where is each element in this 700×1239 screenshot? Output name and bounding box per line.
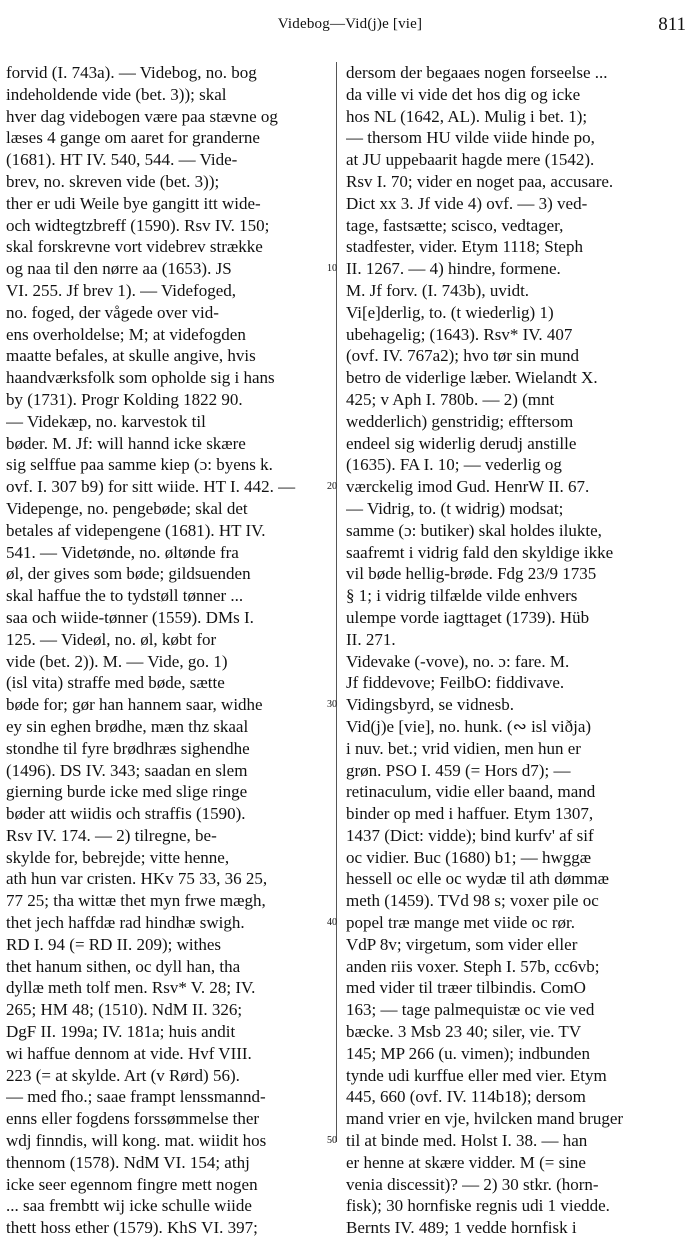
- text-line: Jf fiddevove; FeilbO: fiddivave.: [346, 673, 565, 693]
- text-line: ath hun var cristen. HKv 75 33, 36 25,: [6, 869, 268, 889]
- text-line: thett hoss ether (1579). KhS VI. 397;: [6, 1218, 258, 1238]
- text-line: VI. 255. Jf brev 1). — Videfoged,: [6, 280, 237, 300]
- text-line: forvid (I. 743a). — Videbog, no. bog: [6, 63, 257, 82]
- text-line: ... saa frembtt wij icke schulle wiide: [6, 1196, 252, 1216]
- text-line: och widtegtzbreff (1590). Rsv IV. 150;: [6, 215, 270, 235]
- text-line: grøn. PSO I. 459 (= Hors d7); —: [346, 760, 571, 780]
- line-number: 20: [327, 481, 337, 493]
- text-line: (ovf. IV. 767a2); hvo tør sin mund: [346, 346, 579, 366]
- text-line: (1635). FA I. 10; — vederlig og: [346, 455, 562, 475]
- running-head: Videbog—Vid(j)e [vie]: [277, 16, 423, 32]
- text-line: bøde for; gør han hannem saar, widhe: [6, 695, 263, 715]
- text-line: Dict xx 3. Jf vide 4) ovf. — 3) ved-: [346, 193, 588, 213]
- text-line: II. 1267. — 4) hindre, formene.: [346, 259, 561, 279]
- text-line: Bernts IV. 489; 1 vedde hornfisk i: [346, 1218, 577, 1238]
- text-line: II. 271.: [346, 629, 396, 649]
- text-line: (1681). HT IV. 540, 544. — Vide-: [6, 150, 238, 170]
- column-divider: [336, 62, 337, 1142]
- text-line: at JU uppebaarit hagde mere (1542).: [346, 150, 595, 170]
- text-line: wdj finndis, will kong. mat. wiidit hos: [6, 1131, 267, 1151]
- text-line: gierning burde icke med slige ringe: [6, 782, 248, 802]
- text-line: haandværksfolk som opholde sig i hans: [6, 368, 275, 388]
- text-line: Videpenge, no. pengebøde; skal det: [6, 498, 248, 518]
- text-line: og naa til den nørre aa (1653). JS: [6, 259, 232, 279]
- text-line: § 1; i vidrig tilfælde vilde enhvers: [346, 586, 578, 606]
- text-line: saa och wiide-tønner (1559). DMs I.: [6, 607, 254, 627]
- text-line: 1437 (Dict: vidde); bind kurfv' af sif: [346, 825, 594, 845]
- text-line: skylde for, bebrejde; vitte henne,: [6, 847, 230, 867]
- text-line: Vi[e]derlig, to. (t wiederlig) 1): [346, 302, 554, 322]
- text-line: retinaculum, vidie eller baand, mand: [346, 782, 596, 802]
- text-line: maatte befales, at skulle angive, hvis: [6, 346, 256, 366]
- text-line: betales af videpengene (1681). HT IV.: [6, 520, 266, 540]
- text-line: endeel sig widerlig derudj anstille: [346, 433, 577, 453]
- text-line: betro de viderlige læber. Wielandt X.: [346, 368, 598, 388]
- text-line: popel træ mange met viide oc rør.: [346, 913, 575, 933]
- text-line: ey sin eghen brødhe, mæn thz skaal: [6, 716, 249, 736]
- text-line: tynde udi kurffue eller med vier. Etym: [346, 1065, 607, 1085]
- text-line: — Vidrig, to. (t widrig) modsat;: [346, 498, 564, 518]
- text-line: Rsv IV. 174. — 2) tilregne, be-: [6, 825, 217, 845]
- text-line: stadfester, vider. Etym 1118; Steph: [346, 237, 583, 257]
- text-line: brev, no. skreven vide (bet. 3));: [6, 171, 220, 191]
- text-line: tage, fastsætte; scisco, vedtager,: [346, 215, 564, 235]
- text-line: vide (bet. 2)). M. — Vide, go. 1): [6, 651, 228, 671]
- text-line: skal haffue the to tydstøll tønner ...: [6, 586, 244, 606]
- text-line: Vidingsbyrd, se vidnesb.: [346, 695, 515, 715]
- text-line: Videvake (-vove), no. ɔ: fare. M.: [346, 651, 570, 671]
- text-line: dersom der begaaes nogen forseelse ...: [346, 63, 608, 82]
- text-line: saafremt i vidrig fald den skyldige ikke: [346, 542, 614, 562]
- line-number: 30: [327, 699, 337, 711]
- text-line: meth (1459). TVd 98 s; voxer pile oc: [346, 891, 599, 911]
- text-line: oc vidier. Buc (1680) b1; — hwggæ: [346, 847, 592, 867]
- text-line: anden riis voxer. Steph I. 57b, cc6vb;: [346, 956, 600, 976]
- text-line: ulempe vorde iagttaget (1739). Hüb: [346, 607, 590, 627]
- text-line: M. Jf forv. (I. 743b), uvidt.: [346, 280, 530, 300]
- text-line: RD I. 94 (= RD II. 209); withes: [6, 934, 221, 954]
- text-line: binder op med i haffuer. Etym 1307,: [346, 804, 594, 824]
- text-line: 163; — tage palmequistæ oc vie ved: [346, 1000, 595, 1020]
- text-line: venia discessit)? — 2) 30 stkr. (horn-: [346, 1174, 599, 1194]
- text-line: thet hanum sithen, oc dyll han, tha: [6, 956, 241, 976]
- text-line: 223 (= at skylde. Art (v Rørd) 56).: [6, 1065, 240, 1085]
- text-line: 145; MP 266 (u. vimen); indbunden: [346, 1043, 590, 1063]
- text-line: ther er udi Weile bye gangitt itt wide-: [6, 193, 261, 213]
- line-number: 10: [327, 263, 337, 275]
- line-number: 50: [327, 1135, 337, 1147]
- text-line: 77 25; tha wittæ thet myn frwe mægh,: [6, 891, 266, 911]
- page-number: 811: [658, 14, 686, 35]
- text-line: Vid(j)e [vie], no. hunk. (∾ isl viðja): [346, 716, 592, 736]
- text-line: værckelig imod Gud. HenrW II. 67.: [346, 477, 590, 497]
- text-line: — Videkæp, no. karvestok til: [6, 411, 206, 431]
- text-line: til at binde med. Holst I. 38. — han: [346, 1131, 588, 1151]
- text-line: mand vrier en vje, hvilcken mand bruger: [346, 1109, 624, 1129]
- text-line: stondhe til fyre brødhræs sighendhe: [6, 738, 250, 758]
- text-line: da ville vi vide det hos dig og icke: [346, 84, 581, 104]
- text-line: VdP 8v; virgetum, som vider eller: [346, 934, 578, 954]
- text-line: 541. — Videtønde, no. øltønde fra: [6, 542, 239, 562]
- text-line: læses 4 gange om aaret for granderne: [6, 128, 260, 148]
- text-line: bøder att wiidis och straffis (1590).: [6, 804, 246, 824]
- text-line: 265; HM 48; (1510). NdM II. 326;: [6, 1000, 243, 1020]
- text-line: fisk); 30 hornfiske regnis udi 1 viedde.: [346, 1196, 610, 1216]
- text-line: thet jech haffdæ rad hindhæ swigh.: [6, 913, 245, 933]
- text-line: ens overholdelse; M; at videfogden: [6, 324, 246, 344]
- text-line: Rsv I. 70; vider en noget paa, accusare.: [346, 171, 614, 191]
- line-number: 40: [327, 917, 337, 929]
- text-line: wedderlich) genstridig; efftersom: [346, 411, 574, 431]
- text-line: øl, der gives som bøde; gildsuenden: [6, 564, 251, 584]
- text-line: DgF II. 199a; IV. 181a; huis andit: [6, 1022, 236, 1042]
- text-line: 125. — Videøl, no. øl, købt for: [6, 629, 217, 649]
- text-line: hos NL (1642, AL). Mulig i bet. 1);: [346, 106, 588, 126]
- left-column: [6, 62, 328, 1239]
- text-line: 425; v Aph I. 780b. — 2) (mnt: [346, 389, 555, 409]
- text-line: thennom (1578). NdM VI. 154; athj: [6, 1152, 250, 1172]
- text-line: skal forskrevne vort videbrev strække: [6, 237, 263, 257]
- text-line: er henne at skære vidder. M (= sine: [346, 1152, 586, 1172]
- text-line: vil bøde hellig-brøde. Fdg 23/9 1735: [346, 564, 597, 584]
- text-line: wi haffue dennom at vide. Hvf VIII.: [6, 1043, 252, 1063]
- text-line: hver dag videbogen være paa stævne og: [6, 106, 278, 126]
- text-line: indeholdende vide (bet. 3)); skal: [6, 84, 227, 104]
- text-line: sig selffue paa samme kiep (ɔ: byens k.: [6, 455, 273, 475]
- text-line: ubehagelig; (1643). Rsv* IV. 407: [346, 324, 573, 344]
- text-line: bæcke. 3 Msb 23 40; siler, vie. TV: [346, 1022, 582, 1042]
- text-line: samme (ɔ: butiker) skal holdes ilukte,: [346, 520, 602, 540]
- text-line: med vider til træer tilbindis. ComO: [346, 978, 586, 998]
- text-line: i nuv. bet.; vrid vidien, men hun er: [346, 738, 581, 758]
- text-line: enns eller fogdens forssømmelse ther: [6, 1109, 260, 1129]
- page-header: [0, 0, 700, 42]
- text-line: no. foged, der vågede over vid-: [6, 302, 219, 322]
- text-line: (1496). DS IV. 343; saadan en slem: [6, 760, 248, 780]
- text-line: — thersom HU vilde viide hinde po,: [346, 128, 595, 148]
- text-line: 445, 660 (ovf. IV. 114b18); dersom: [346, 1087, 586, 1107]
- text-line: dyllæ meth tolf men. Rsv* V. 28; IV.: [6, 978, 256, 998]
- text-line: (isl vita) straffe med bøde, sætte: [6, 673, 225, 693]
- text-line: — med fho.; saae frampt lenssmannd-: [6, 1087, 266, 1107]
- text-line: ovf. I. 307 b9) for sitt wiide. HT I. 442. —: [6, 477, 296, 497]
- text-line: hessell oc elle oc wydæ til ath dømmæ: [346, 869, 609, 889]
- text-line: icke seer egennom fingre mett nogen: [6, 1174, 258, 1194]
- text-line: by (1731). Progr Kolding 1822 90.: [6, 389, 243, 409]
- right-column: [346, 62, 688, 1239]
- text-line: bøder. M. Jf: will hannd icke skære: [6, 433, 246, 453]
